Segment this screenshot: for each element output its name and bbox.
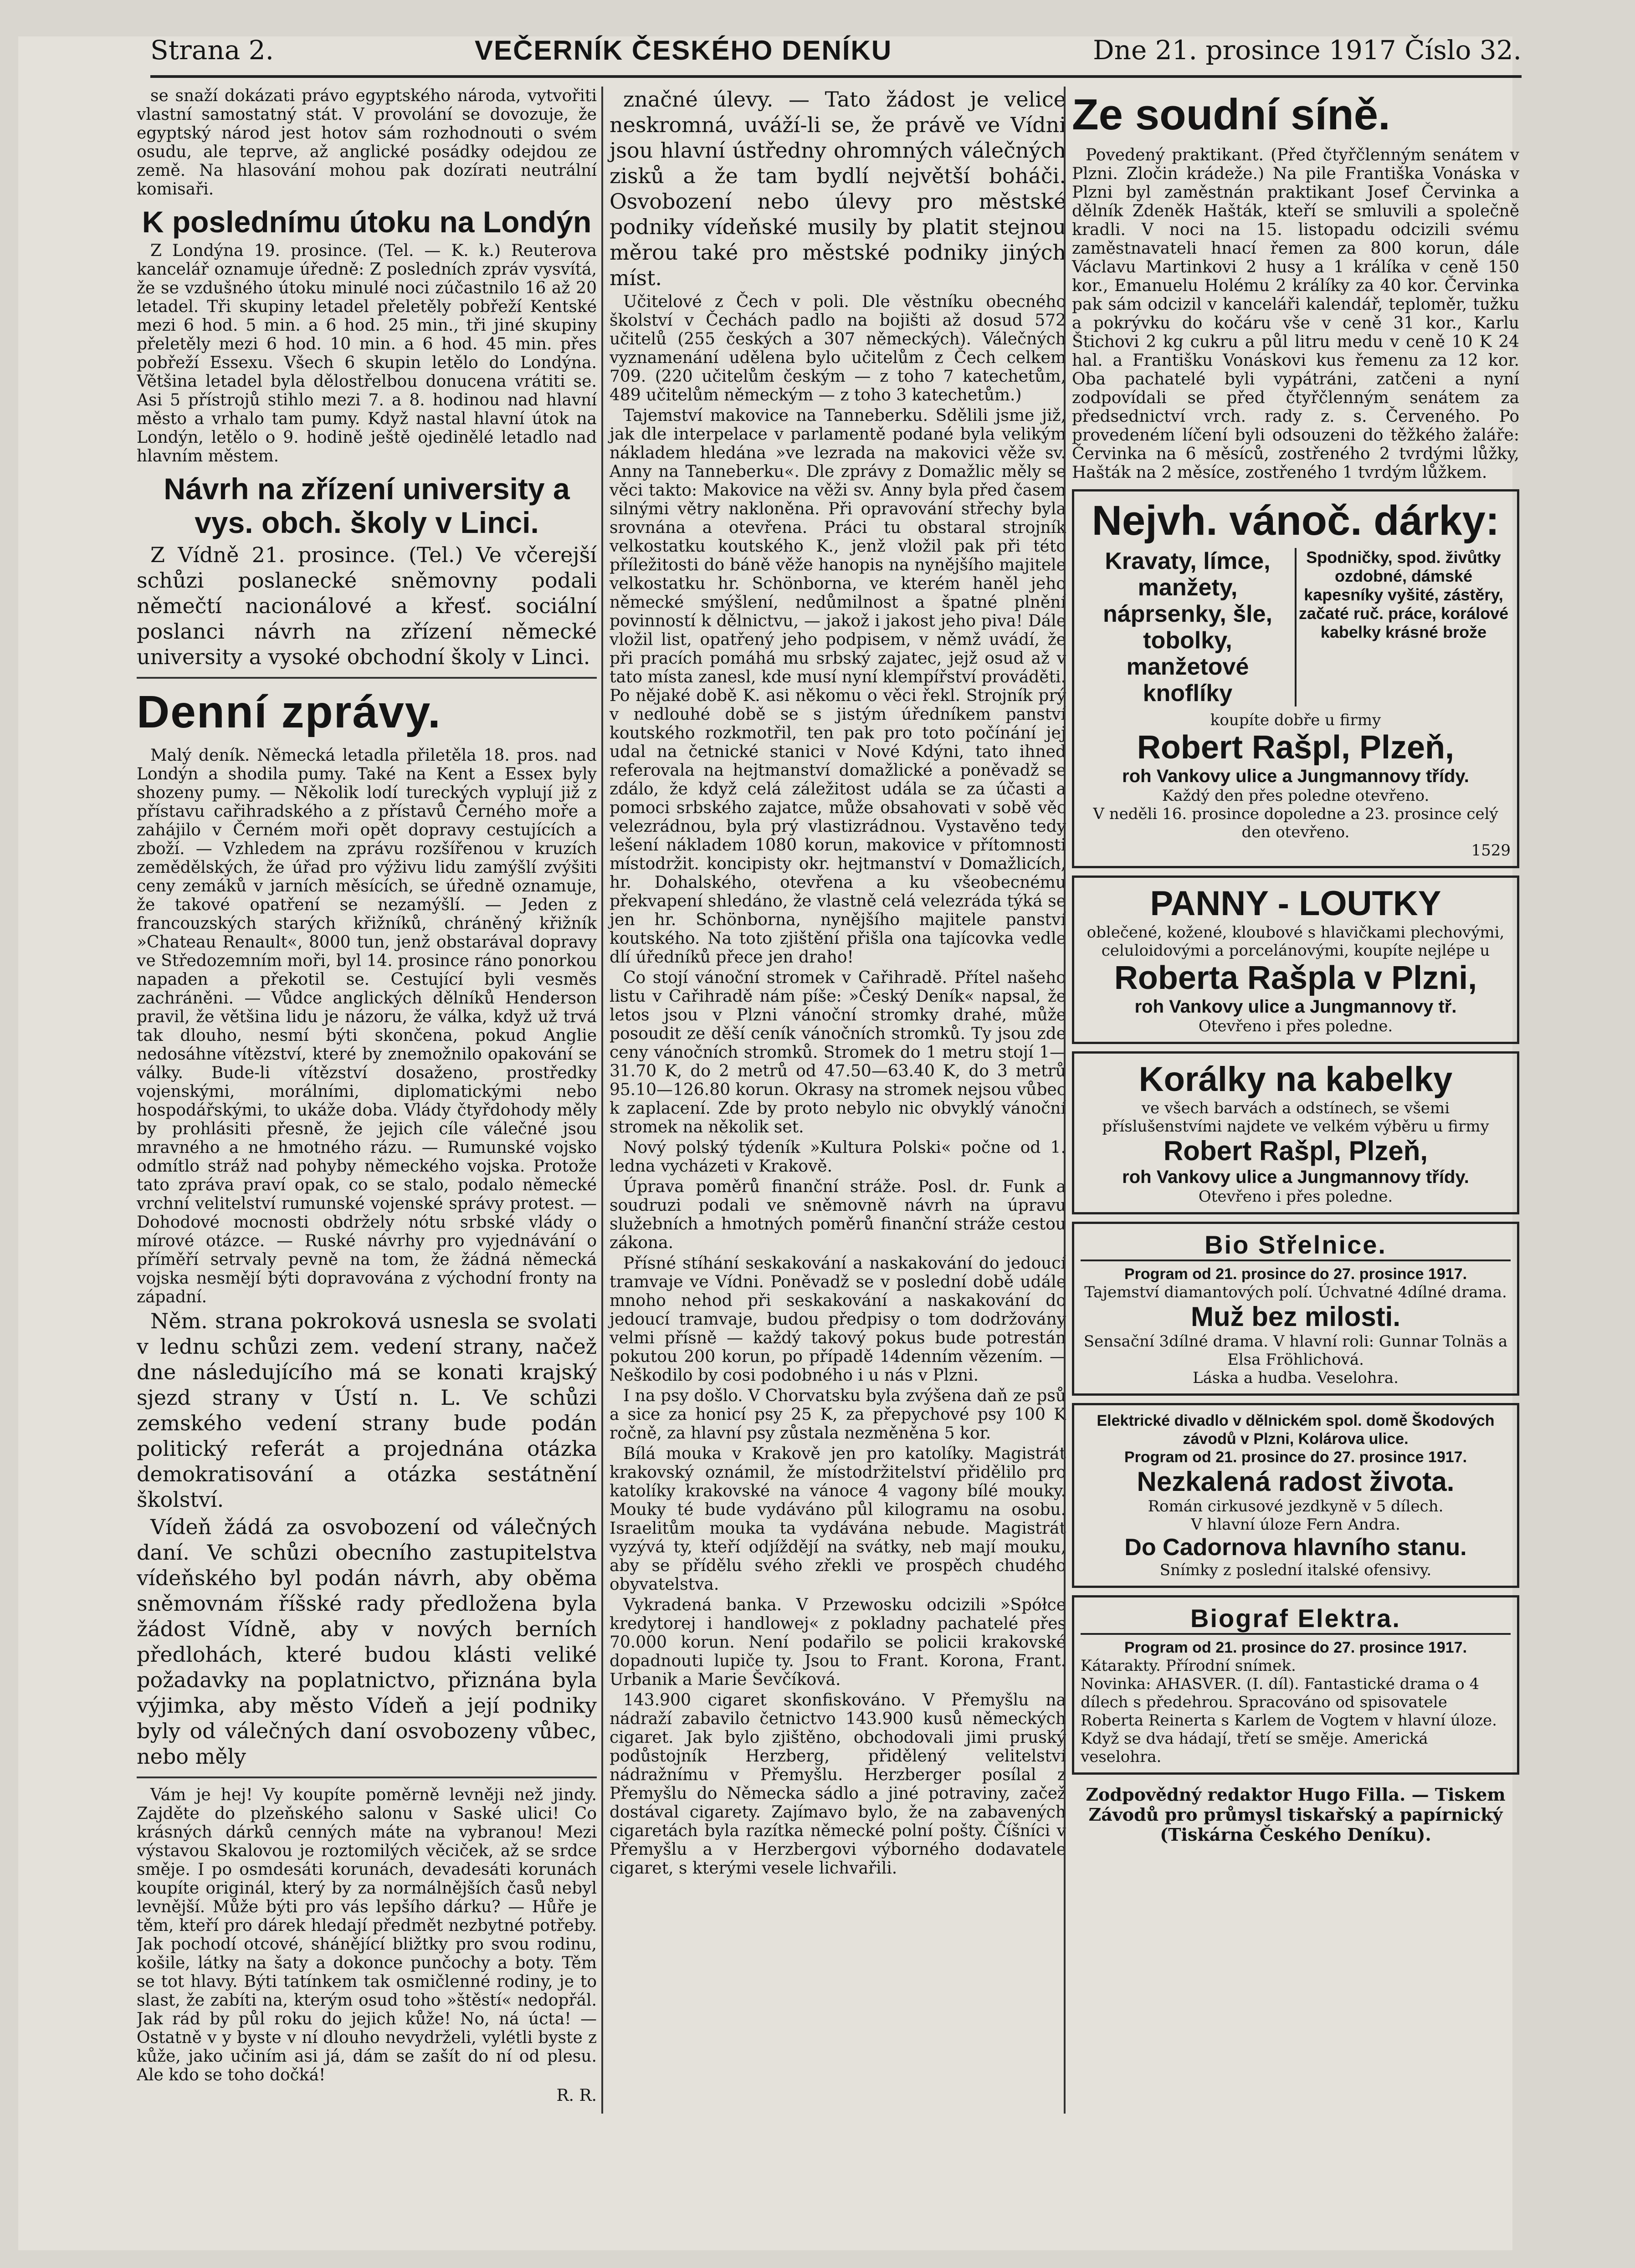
tydenik-article: Nový polský týdeník »Kultura Polski« počne od 1. ledna vycházeti v Krakově.: [610, 1138, 1066, 1176]
uprava-article: Úprava poměrů finanční stráže. Posl. dr. Funk a soudruzi podali ve sněmovně návrh na úpravu služebních a hmotných poměrů finanční stráže cestou zákona.: [610, 1178, 1066, 1252]
stromek-article: Co stojí vánoční stromek v Cařihradě. Přítel našeho listu v Cařihradě nám píše: »Český Deník« napsal, že letos jsou v Plzni vánoční stromky drahé, může posoudit ze děší ceník vánočních stromků. Ty jsou zde ceny vánočních stromků. Stromek do 1 metru stojí 1—31.70 K, do 2 metrů od 47.50—63.40 K, do 3 metrů 95.10—126.80 korun. Okrasy na stromek nejsou vůbec k zaplacení. Zde by proto nebylo nic obvyklý vánoční stromek na několik set.: [610, 968, 1066, 1137]
issue-date: Dne 21. prosince 1917 Číslo 32.: [1093, 35, 1522, 66]
advert-text: oblečené, kožené, kloubové s hlavičkami plechovými, celuloidovými a porcelánovými, koupíte nejlépe u: [1087, 923, 1505, 960]
page-header: [150, 25, 1522, 78]
page-number: Strana 2.: [150, 35, 274, 66]
section-title-denni-zpravy: Denní zprávy.: [137, 686, 441, 737]
film-3: Láska a hudba. Veselohra.: [1193, 1369, 1399, 1387]
imprint: Zodpovědný redaktor Hugo Filla. — Tiskem Závodů pro průmysl tiskařský a papírnický (Tiskárna Českého Deníku).: [1086, 1784, 1506, 1845]
cinema-name: Elektrické divadlo v dělnickém spol. domě Škodových závodů v Plzni, Kolárova ulice.: [1097, 1412, 1495, 1448]
advert-title: Korálky na kabelky: [1138, 1060, 1453, 1099]
advert-hours: Otevřeno i přes poledne.: [1198, 1188, 1393, 1206]
advert-firm: Roberta Rašpla v Plzni,: [1114, 960, 1477, 996]
cinema-program-dates: Program od 21. prosince do 27. prosince 1917.: [1124, 1265, 1467, 1283]
banka-article: Vykradená banka. V Przewosku odcizili »Spółce kredytorej i handlowej« z pokladny pachatelé přes 70.000 korun. Není podařilo se policii krakovské dopadnouti lupiče ty. Jsou to Frant. Korona, Frant. Urbanik a Marie Ševčíková.: [610, 1596, 1066, 1689]
egypt-article: se snaží dokázati právo egyptského národa, vytvořiti vlastní samostatný stát. V provolání se dovozuje, že egyptský národ jest hotov sám rozhodnouti o svém osudu, ale teprve, až anglické posádky odejdou ze země. Na hlasování mohou pak dozírati neutrální komisaři.: [137, 87, 597, 199]
advert-firm: Robert Rašpl, Plzeň,: [1137, 729, 1455, 766]
soud-article: Povedený praktikant. (Před čtyřčlenným senátem v Plzni. Zločin krádeže.) Na pile Františka Vonáska v Plzni byl zaměstnán praktikant Josef Červinka a dělník Zdeněk Hašták, kteří se smluvili a společně kradli. V noci na 15. listopadu odcizili svému zaměstnavateli hnací řemen za 800 korun, dále Václavu Martinkovi 2 husy a 1 králíka v ceně 150 kor., Emanuelu Holému 2 králíky za 40 kor. Červinka pak sám odcizil v kanceláři kalendář, teploměr, tužku a pokrývku do kočáru vše v ceně 31 kor., Karlu Štichovi 2 kg cukru a půl litru medu v ceně 10 K 24 hal. a Františku Vonáskovi kus řemenu za 12 kor. Oba pachatelé byli vypátráni, zatčeni a nyní zodpovídali se před čtyřčlenným senátem za předsednictví vrch. rady z. s. Červeného. Po provedeném líčení byli odsouzeni do těžkého žaláře: Červinka na 6 měsíců, zostřeného 2 tvrdými lůžky, Hašták na 2 měsíce, zostřeného 1 tvrdým lůžkem.: [1072, 146, 1519, 482]
column-1: [137, 87, 597, 2114]
makovice-article: Tajemství makovice na Tanneberku. Sdělili jsme již, jak dle interpelace v parlamentě podané byla velikým nákladem hledána »ve lezrada na makovici věže sv. Anny na Tanneberku«. Dle zprávy z Domažlic měly se věci takto: Makovice na věži sv. Anny byla před časem silnými větry nakloněna. Při opravování střechy byla srovnána a otevřena. Práci tu obstaral strojník velkostatku koutského K., jenž vložil pak při této příležitosti do báně věže hanopis na nynějšího majitele velkostatku hr. Schönborna, ve kterém haněl jeho německé smýšlení, nedůmilnost a špatné plnění povinností k dělnictvu, — jakož i jakost jeho piva! Dále vložil list, opatřený jeho podpisem, v němž uvádí, že při pracích pomáhá mu srbský zajatec, jejž osud až v tato místa zanesl, kde musí nyní klempířství prováděti. Po nějaké době K. asi někomu o věci řekl. Strojník prý v nedlouhé době se s jistým úředníkem panství koutského rozkmotřil, ten pak pro toto počínání jej udal na četnické stanici v Nové Kdýni, tato ihned referovala na hejtmanství domažlické a poněvadž se zdálo, že když celá záležitost udála se za účasti a pomoci srbského zajatce, může obsahovati v sobě věc velezrádnou, byla prý vlastizrádnou. Vystavěno tedy lešení nákladem 1080 korun, makovice v přítomnosti místodržit. koncipisty okr. hejtmanství v Domažlicích, hr. Dohalského, otevřena a ku všeobecnému překvapení shledáno, že vlastně celá velezráda týká se jen hr. Schönborna, nynějšího majitele panství koutského. Na toto zjištění přišla ona tajícovka vedle dlí úředníků přece jen draho!: [610, 406, 1066, 967]
film-3: Když se dva hádají, třetí se směje. Americká veselohra.: [1081, 1730, 1428, 1766]
viden-continued: značné úlevy. — Tato žádost je velice neskromná, uváží-li se, že právě ve Vídni jsou hlavní ústředny ohromných válečných zisků a že tam bydlí největší boháči. Osvobození nebo úlevy pro městské podniky vídeňské musily by platit stejnou měrou také pro městské podniky jiných míst.: [610, 87, 1066, 290]
cinema-program-dates: Program od 21. prosince do 27. prosince 1917.: [1124, 1639, 1467, 1656]
cinema-name: Biograf Elektra.: [1081, 1604, 1511, 1635]
masthead: VEČERNÍK ČESKÉHO DENÍKU: [475, 35, 892, 66]
london-headline: K poslednímu útoku na Londýn: [142, 205, 592, 239]
divider: [137, 677, 597, 679]
film-1-desc: Román cirkusové jezdkyně v 5 dílech.: [1148, 1497, 1444, 1515]
advert-biograf-elektra: [1072, 1595, 1519, 1775]
advert-items-right: Spodničky, spod. živůtky ozdobné, dámské kapesníky vyšité, zástěry, začaté ruč. práce, korálové kabelky krásné brože: [1298, 548, 1509, 641]
advert-address: roh Vankovy ulice a Jungmannovy tř.: [1134, 997, 1457, 1017]
viden-article: Vídeň žádá za osvobození od válečných daní. Ve schůzi obecního zastupitelstva vídeňského byl podán návrh, aby oběma sněmovnám říšské rady předložena byla žádost Vídně, aby v nových berních předlohách, které budou klásti veliké požadavky na poplatnictvo, přiznána byla výjimka, aby město Vídeň a její podniky byly od válečných daní osvobozeny vůbec, nebo měly: [137, 1515, 597, 1769]
london-article: Z Londýna 19. prosince. (Tel. — K. k.) Reuterova kancelář oznamuje úředně: Z posledních zpráv vysvítá, že se vzdušného útoku minulé noci zúčastnilo 16 až 20 letadel. Tři skupiny letadel přeletěly pobřeží Kentské mezi 6 hod. 5 min. a 6 hod. 25 min., tři jiné skupiny přeletěly mezi 6 hod. 10 min. a 6 hod. 45 min. přes pobřeží Essexu. Všech 6 skupin letělo do Londýna. Většina letadel byla dělostřelbou donucena vrátiti se. Asi 5 přístrojů stihlo mezi 7. a 8. hodinou nad hlavní město a vrhalo tam pumy. Když nastal hlavní útok na Londýn, letělo o 9. hodině ještě ojedinělé letadlo nad hlavním městem.: [137, 241, 597, 466]
advert-vanocni-darky: [1072, 489, 1519, 868]
cinema-program-dates: Program od 21. prosince do 27. prosince 1917.: [1124, 1449, 1467, 1466]
advert-title: Nejvh. vánoč. dárky:: [1092, 497, 1500, 544]
advert-hours: Každý den přes poledne otevřeno.: [1162, 787, 1430, 805]
advert-hours-holiday: V neděli 16. prosince dopoledne a 23. prosince celý den otevřeno.: [1093, 805, 1498, 841]
film-1: Tajemství diamantových polí. Úchvatné 4dílné drama.: [1084, 1283, 1507, 1301]
feuilleton: Vám je hej! Vy koupíte poměrně levněji než jindy. Zajděte do plzeňského salonu v Saské ulici! Co krásných dárků cenných máte na vybranou! Mezi výstavou Skalovou je roztomilých věciček, až se srdce směje. I po osmdesáti korunách, devadesáti korunách koupíte originál, který by za normálnějších časů nebyl levnější. Může býti pro vás lepšího dárku? — Hůře je těm, kteří pro dárek hledají předmět nezbytné potřeby. Jak pochodí otcové, shánějící bližtky pro svou rodinu, košile, látky na šaty a dokonce punčochy a boty. Těm se tot hlavy. Býti tatínkem tak osmičlenné rodiny, je to slast, že zabíti na, kterým osud toho »štěstí« nedopřál. Jak rád by půl roku do jejich kůže! No, ná úcta! — Ostatně v y byste v ní dlouho nevydrželi, vylétli byste z kůže, jako učiním asi já, dám se zašít do ní od plesu. Ale kdo se toho dočká!: [137, 1786, 597, 2084]
film-2-desc: Sensační 3dílné drama. V hlavní roli: Gunnar Tolnäs a Elsa Fröhlichová.: [1083, 1332, 1508, 1369]
film-2-desc: Snímky z poslední italské ofensivy.: [1159, 1561, 1432, 1579]
film-1-cast: V hlavní úloze Fern Andra.: [1191, 1515, 1400, 1534]
advert-koralky: [1072, 1051, 1519, 1214]
film-1: Kátarakty. Přírodní snímek.: [1081, 1657, 1296, 1675]
film-1-title: Nezkalená radost života.: [1137, 1466, 1455, 1497]
cigaret-article: 143.900 cigaret skonfiskováno. V Přemyšlu na nádraží zabavilo četnictvo 143.900 kusů německých cigaret. Jak bylo zjištěno, obchodovali jimi pruský podůstojník Herzberg, přidělený velitelství nádražnímu v Přemyšlu. Herzberger posílal z Přemyšlu do Německa sádlo a jiné potraviny, začež dostával cigarety. Zajímavo bylo, že na zabavených cigaretách byla razítka německé polní pošty. Číšníci v Přemyšlu a v Herzbergovi výborného dodavatele cigaret, s kterými vesele lichvařili.: [610, 1691, 1066, 1878]
advert-items: [1081, 548, 1511, 707]
film-2-title: Do Cadornova hlavního stanu.: [1124, 1534, 1467, 1561]
mouka-article: Bílá mouka v Krakově jen pro katolíky. Magistrát krakovský oznámil, že místodržitelství přidělilo pro katolíky krakovské na vánoce 4 vagony bílé mouky. Mouky té bude vydáváno půl kilogramu na osobu. Israelitům mouka ta vydávána nebude. Magistrát vyzývá ty, kteří odjíždějí na svátky, neb mají mouku, aby se přídělu svého zřekli ve prospěch chudého obyvatelstva.: [610, 1444, 1066, 1594]
column-2: [601, 87, 1066, 2114]
divider: [137, 1777, 597, 1778]
advert-items-left: Kravaty, límce, manžety, náprsenky, šle, tobolky, manžetové knoflíky: [1081, 548, 1297, 707]
advert-title: PANNY - LOUTKY: [1150, 884, 1441, 923]
advert-text: ve všech barvách a odstínech, se všemi příslušenstvími najdete ve velkém výběru u firmy: [1102, 1099, 1489, 1136]
advert-address: roh Vankovy ulice a Jungmannovy třídy.: [1122, 766, 1469, 786]
advert-firm: Robert Rašpl, Plzeň,: [1163, 1136, 1428, 1166]
tramvaj-article: Přísné stíhání seskakování a naskakování do jedoucí tramvaje ve Vídni. Poněvadž se v poslední době udále mnoho nehod při seskakování a naskakování do jedoucí tramvaje, budou předpisy o tom dodržovány velmi přísně — každý takový pokus bude potrestán pokutou 200 korun, po případě 14denním vězením. — Neškodilo by cosi podobného i u nás v Plzni.: [610, 1254, 1066, 1385]
advert-bio-strelnice: [1072, 1222, 1519, 1396]
advert-number: 1529: [1471, 841, 1511, 860]
advert-address: roh Vankovy ulice a Jungmannovy třídy.: [1122, 1167, 1469, 1187]
cinema-name: Bio Střelnice.: [1081, 1230, 1511, 1261]
column-3: [1064, 87, 1519, 2114]
linz-headline: Návrh na zřízení university a vys. obch. školy v Linci.: [164, 472, 570, 539]
ucitele-article: Učitelové z Čech v poli. Dle věstníku obecného školství v Čechách padlo na bojišti až dosud 572 učitelů (255 českých a 307 německých). Válečných vyznamenání udělena bylo učitelům z Čech celkem 709. (220 učitelům českým — z toho 7 katechetům, 489 učitelům německým — z toho 3 katechetům.): [610, 292, 1066, 404]
section-title-soudni-sin: Ze soudní síně.: [1072, 90, 1390, 139]
film-2-title: Muž bez milosti.: [1190, 1301, 1401, 1332]
film-2: Novinka: AHASVER. (I. díl). Fantastické drama o 4 dílech s předehrou. Spracováno od spisovatele Roberta Reinerta s Karlem de Vogtem v hlavní úloze.: [1081, 1675, 1497, 1730]
advert-text: koupíte dobře u firmy: [1210, 711, 1381, 729]
psy-article: I na psy došlo. V Chorvatsku byla zvýšena daň ze psů a sice za honicí psy 25 K, za přepychové psy 100 K ročně, za hlavní psy zůstala nezměněna 5 kor.: [610, 1387, 1066, 1443]
nem-strana-article: Něm. strana pokroková usnesla se svolati v lednu schůzi zem. vedení strany, načež dne následujícího má se konati krajský sjezd strany v Ústí n. L. Ve schůzi zemského vedení strany bude podán politický referát a projednána otázka demokratisování a otázka sestátnění školství.: [137, 1309, 597, 1512]
advert-elektricke-divadlo: [1072, 1403, 1519, 1588]
advert-hours: Otevřeno i přes poledne.: [1198, 1017, 1393, 1035]
maly-denik-article: Malý deník. Německá letadla přiletěla 18. pros. nad Londýn a shodila pumy. Také na Kent a Essex byly shozeny pumy. — Několik lodí tureckých vyplují již z přístavu cařihradského a z přístavů Černého moře a zahájilo v Černém moři opět dopravy cestujících a zboží. — Vzhledem na zprávu rozšířenou v kruzích zemědělských, že úřad pro výživu lidu zamýšlí zvýšiti ceny zemáků v jarních měsících, se úředně oznamuje, že takové opatření se nezamýšlí. — Jeden z francouzských starých křižníků, chráněný křižník »Chateau Renault«, 8000 tun, jenž obstarával dopravy ve Středozemním moři, byl 14. prosince ráno ponorkou napaden a překotil se. Cestující byli vesměs zachráněni. — Vůdce anglických dělníků Henderson pravil, že většina lidu je názoru, že válka, když už trvá tak dlouho, nesmí býti skončena, pokud Anglie nedosáhne vítězství, které by znemožnilo opakování se války. Bude-li vítězství dosaženo, prostředky vojenskými, morálními, diplomatickými nebo hospodářskými, to ukáže doba. Vlády čtyřdohody měly by prohlásiti přesně, že jejich cíle válečné jsou mravného a ne hmotného rázu. — Rumunské vojsko odmítlo stráž nad pohyby německého vojska. Protože tato zpráva praví opak, co se stalo, podalo německé vrchní velitelství rumunské vojenské správy protest. — Dohodové mocnosti obdržely nótu srbské vlády o mírové otázce. — Ruské návrhy pro vyjednávání o příměří setrvaly pevně na tom, že žádná německá vojska nesmějí býti dopravována z východní fronty na západní.: [137, 746, 597, 1306]
signature: R. R.: [556, 2086, 597, 2105]
advert-panny-loutky: [1072, 875, 1519, 1044]
linz-article: Z Vídně 21. prosince. (Tel.) Ve včerejší schůzi poslanecké sněmovny podali němečtí nacionálové a křesť. sociální poslanci návrh na zřízení německé university a vysoké obchodní školy v Linci.: [137, 543, 597, 669]
